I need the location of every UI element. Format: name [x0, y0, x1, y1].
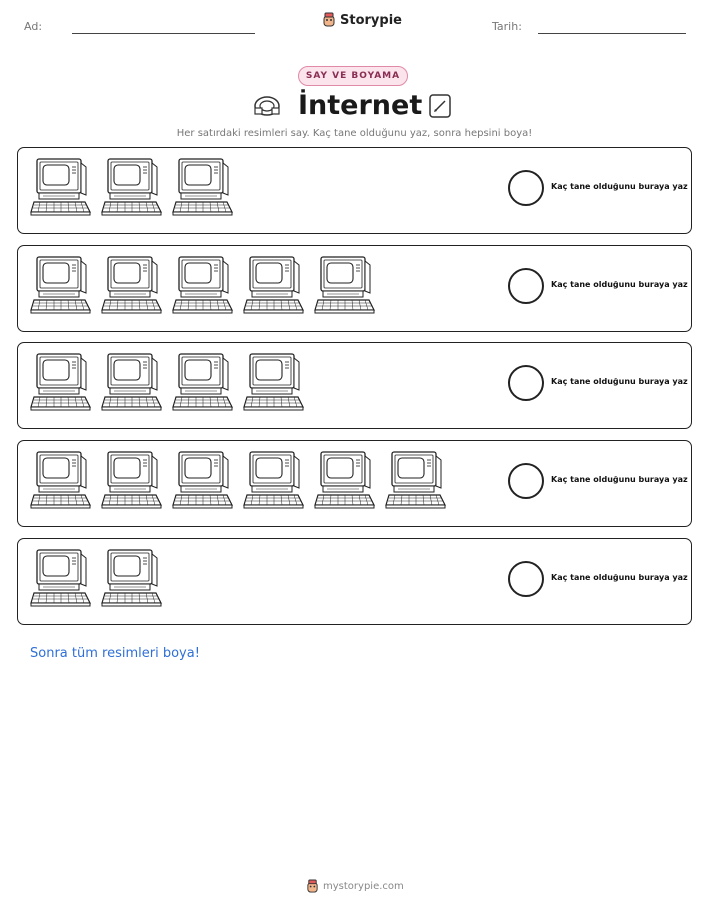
- name-line: [72, 33, 255, 34]
- answer-circle[interactable]: [508, 365, 544, 401]
- computer-icon: [30, 548, 95, 608]
- brand-name: Storypie: [340, 12, 402, 28]
- computer-icon: [243, 450, 308, 510]
- computer-icon: [385, 450, 450, 510]
- storypie-logo-icon: [306, 879, 319, 894]
- count-row-1: [17, 147, 692, 234]
- computer-icon: [30, 450, 95, 510]
- answer-circle[interactable]: [508, 463, 544, 499]
- computer-icon: [101, 450, 166, 510]
- cable-icon: [252, 92, 282, 120]
- computer-icon: [101, 255, 166, 315]
- computer-icon: [30, 255, 95, 315]
- answer-label: Kaç tane olduğunu buraya yaz: [551, 475, 688, 484]
- answer-circle[interactable]: [508, 561, 544, 597]
- picture-group: [30, 157, 237, 217]
- computer-icon: [172, 450, 237, 510]
- computer-icon: [172, 157, 237, 217]
- answer-circle[interactable]: [508, 268, 544, 304]
- computer-icon: [101, 352, 166, 412]
- answer-label: Kaç tane olduğunu buraya yaz: [551, 280, 688, 289]
- answer-circle[interactable]: [508, 170, 544, 206]
- date-label: Tarih:: [492, 20, 522, 33]
- picture-group: [30, 450, 450, 510]
- computer-icon: [172, 255, 237, 315]
- answer-label: Kaç tane olduğunu buraya yaz: [551, 377, 688, 386]
- picture-group: [30, 548, 166, 608]
- count-row-3: [17, 342, 692, 429]
- computer-icon: [314, 450, 379, 510]
- computer-icon: [30, 157, 95, 217]
- name-label: Ad:: [24, 20, 43, 33]
- computer-icon: [30, 352, 95, 412]
- count-row-5: [17, 538, 692, 625]
- answer-label: Kaç tane olduğunu buraya yaz: [551, 182, 688, 191]
- picture-group: [30, 352, 308, 412]
- activity-badge: SAY VE BOYAMA: [298, 66, 408, 86]
- computer-icon: [172, 352, 237, 412]
- answer-label: Kaç tane olduğunu buraya yaz: [551, 573, 688, 582]
- computer-icon: [243, 352, 308, 412]
- footer: [306, 879, 404, 894]
- computer-icon: [101, 157, 166, 217]
- page-title: İnternet: [298, 90, 423, 121]
- computer-icon: [314, 255, 379, 315]
- computer-icon: [243, 255, 308, 315]
- count-row-4: [17, 440, 692, 527]
- instructions: Her satırdaki resimleri say. Kaç tane olduğunu yaz, sonra hepsini boya!: [176, 128, 533, 139]
- count-row-2: [17, 245, 692, 332]
- footer-site: mystorypie.com: [323, 881, 404, 892]
- brand: [322, 12, 402, 28]
- computer-icon: [101, 548, 166, 608]
- storypie-logo-icon: [322, 12, 336, 28]
- coloring-instruction: Sonra tüm resimleri boya!: [30, 646, 200, 661]
- picture-group: [30, 255, 379, 315]
- tablet-icon: [426, 92, 454, 120]
- date-line: [538, 33, 686, 34]
